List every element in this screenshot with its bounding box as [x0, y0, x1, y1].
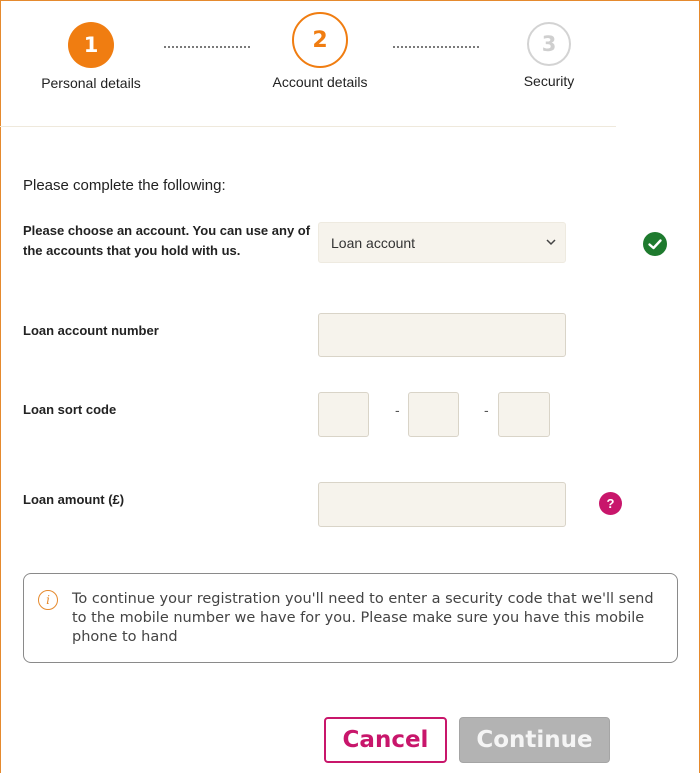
loan-account-number-input[interactable] — [318, 313, 566, 357]
loan-amount-label: Loan amount (£) — [23, 492, 125, 507]
check-circle-icon — [643, 232, 667, 256]
step-number: 1 — [68, 22, 114, 68]
info-text: To continue your registration you'll need to enter a security code that we'll send to the mobile number we have for you. Please make sure you have this mobile phone to hand — [72, 591, 654, 645]
account-choice-label: Please choose an account. You can use any of the accounts that you hold with us. — [23, 223, 311, 258]
account-select-value: Loan account — [331, 234, 416, 251]
step-number: 3 — [527, 22, 571, 66]
step-label: Security — [523, 73, 575, 89]
info-box — [23, 573, 678, 663]
sort-code-part-2-input[interactable] — [408, 392, 459, 437]
sort-code-part-3-input[interactable] — [498, 392, 550, 437]
account-select[interactable] — [318, 222, 566, 263]
continue-button[interactable]: Continue — [459, 717, 610, 763]
sort-code-part-1-input[interactable] — [318, 392, 369, 437]
sort-code-separator: - — [484, 402, 489, 418]
step-label: Personal details — [41, 75, 141, 91]
progress-stepper — [0, 0, 700, 128]
loan-account-number-label: Loan account number — [23, 323, 159, 338]
step-security — [469, 22, 629, 89]
step-connector — [393, 46, 479, 48]
stepper-divider — [0, 126, 616, 127]
step-label: Account details — [272, 74, 368, 90]
form-intro: Please complete the following: — [23, 177, 226, 194]
step-number: 2 — [292, 12, 348, 68]
sort-code-separator: - — [395, 402, 400, 418]
help-icon[interactable]: ? — [599, 492, 622, 515]
step-account-details — [240, 12, 400, 90]
cancel-button[interactable]: Cancel — [324, 717, 447, 763]
info-icon: i — [38, 590, 58, 610]
step-connector — [164, 46, 250, 48]
loan-sort-code-label: Loan sort code — [23, 402, 117, 417]
loan-amount-input[interactable] — [318, 482, 566, 527]
chevron-down-icon — [545, 236, 557, 248]
step-personal-details — [11, 22, 171, 91]
